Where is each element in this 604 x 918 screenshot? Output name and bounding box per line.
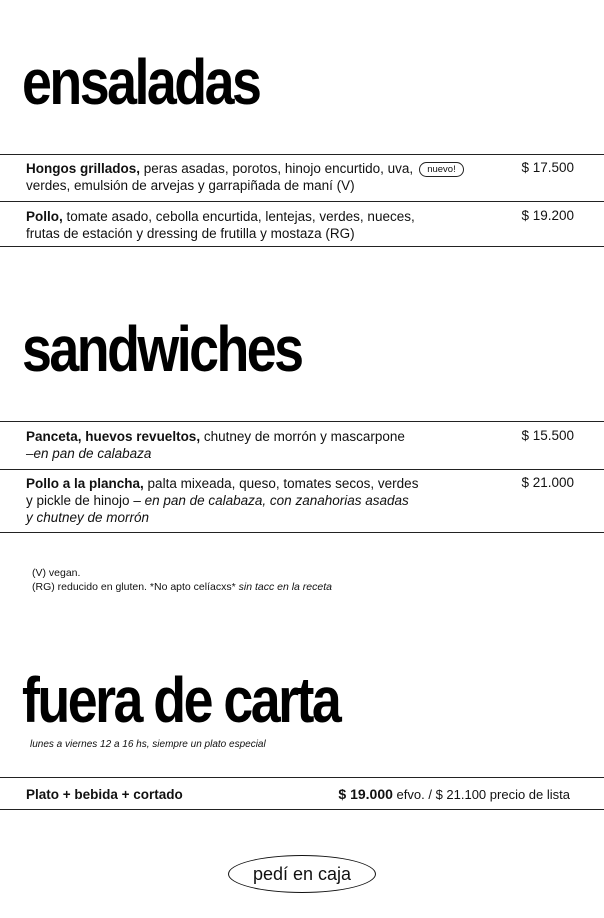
item-desc-2: frutas de estación y dressing de frutilla y mostaza (RG) xyxy=(26,226,355,241)
item-name: Pollo a la plancha, xyxy=(26,476,144,491)
item-desc-2: verdes, emulsión de arvejas y garrapiñada de maní (V) xyxy=(26,178,355,193)
menu-item-pollo-plancha xyxy=(26,475,496,526)
item-price: $ 17.500 xyxy=(521,160,574,175)
menu-item-panceta xyxy=(26,428,496,462)
menu-item-hongos xyxy=(26,160,496,194)
item-price: $ 15.500 xyxy=(521,428,574,443)
divider xyxy=(0,532,604,533)
price-efvo: $ 19.000 xyxy=(338,786,393,802)
lista-label: precio de lista xyxy=(486,787,570,802)
divider xyxy=(0,154,604,155)
divider xyxy=(0,421,604,422)
item-name: Panceta, huevos revueltos, xyxy=(26,429,201,444)
price-lista: $ 21.100 xyxy=(435,787,487,802)
section-title-sandwiches: sandwiches xyxy=(22,313,302,385)
item-desc: tomate asado, cebolla encurtida, lentejas, verdes, nueces, xyxy=(62,209,415,224)
item-desc: chutney de morrón y mascarpone xyxy=(200,429,405,444)
combo-name: Plato + bebida + cortado xyxy=(26,787,183,802)
item-name: Pollo, xyxy=(26,209,63,224)
new-badge: nuevo! xyxy=(419,162,464,177)
item-price: $ 19.200 xyxy=(521,208,574,223)
item-desc-3: y chutney de morrón xyxy=(26,510,150,525)
efvo-label: efvo. / xyxy=(392,787,436,802)
item-desc-2: –en pan de calabaza xyxy=(26,446,152,461)
divider xyxy=(0,246,604,247)
section-title-fuera-de-carta: fuera de carta xyxy=(22,664,340,736)
dietary-notes xyxy=(32,566,332,594)
menu-item-pollo xyxy=(26,208,496,242)
combo-price xyxy=(338,786,570,802)
note-vegan: (V) vegan. xyxy=(32,567,81,579)
divider xyxy=(0,809,604,810)
item-desc: peras asadas, porotos, hinojo encurtido, uva, xyxy=(140,161,414,176)
item-desc-2: y pickle de hinojo – xyxy=(26,493,145,508)
divider xyxy=(0,201,604,202)
divider xyxy=(0,469,604,470)
special-hours: lunes a viernes 12 a 16 hs, siempre un plato especial xyxy=(30,739,266,750)
note-sintacc: sin tacc en la receta xyxy=(238,581,332,593)
section-title-ensaladas: ensaladas xyxy=(22,46,260,118)
item-name: Hongos grillados, xyxy=(26,161,141,176)
order-at-counter-pill: pedí en caja xyxy=(228,855,376,893)
item-desc-2-italic: en pan de calabaza, con zanahorias asadas xyxy=(144,493,409,508)
note-gluten: (RG) reducido en gluten. *No apto celíacxs* sin tacc en la receta xyxy=(32,581,332,593)
item-desc: palta mixeada, queso, tomates secos, verdes xyxy=(143,476,419,491)
item-price: $ 21.000 xyxy=(521,475,574,490)
divider xyxy=(0,777,604,778)
